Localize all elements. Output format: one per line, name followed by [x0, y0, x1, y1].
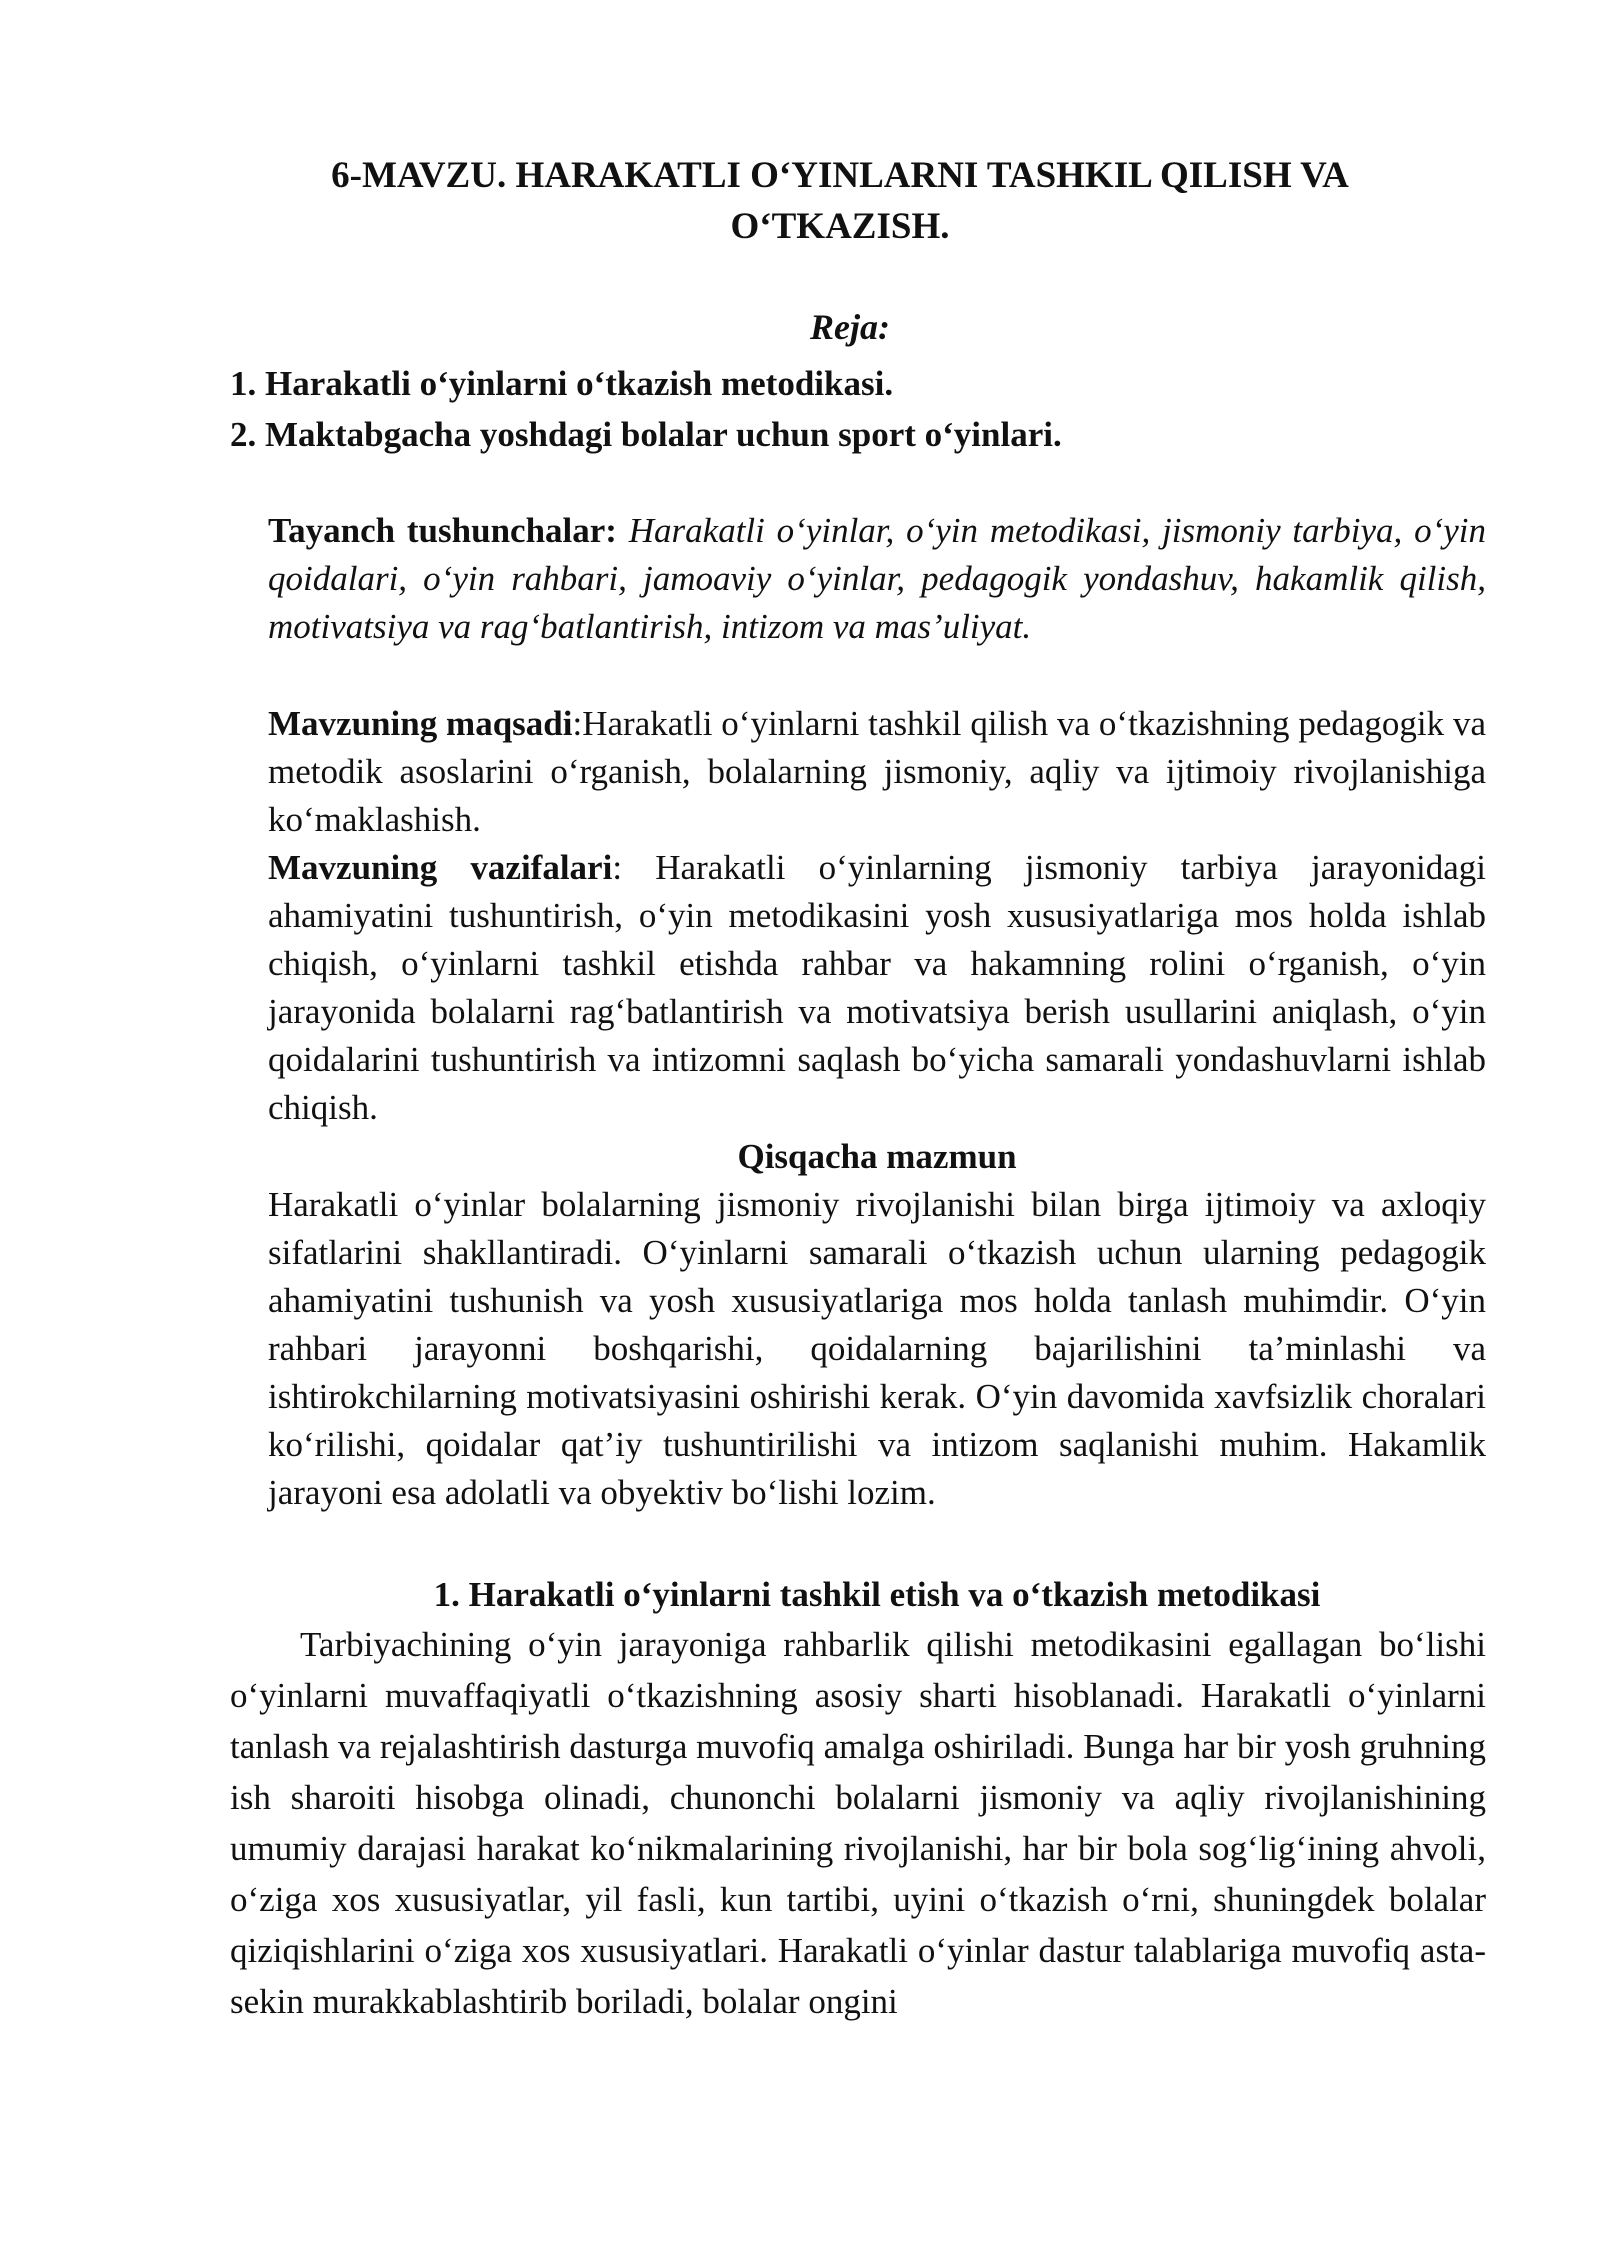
section-1-heading: 1. Harakatli o‘yinlarni tashkil etish va o‘tkazish metodikasi	[433, 1575, 1321, 1614]
page-title	[300, 150, 1380, 252]
summary-paragraph: Harakatli o‘yinlar bolalarning jismoniy rivojlanishi bilan birga ijtimoiy va axloqiy sifatlarini shakllantiradi. O‘yinlarni samarali o‘tkazish uchun ularning pedagogik ahamiyatini tushunish va yosh xususiyatlariga mos holda tanlash muhimdir. O‘yin rahbari jarayonni boshqarishi, qoidalarning bajarilishini ta’minlashi va ishtirokchilarning motivatsiyasini oshirishi kerak. O‘yin davomida xavfsizlik choralari ko‘rilishi, qoidalar qat’iy tushuntirilishi va intizom saqlanishi muhim. Hakamlik jarayoni esa adolatli va obyektiv bo‘lishi lozim.	[268, 1185, 1486, 1512]
key-concepts-text: Harakatli o‘yinlar, o‘yin metodikasi, jismoniy tarbiya, o‘yin qoidalari, o‘yin rahbari, jamoaviy o‘yinlar, pedagogik yondashuv, hakamlik qilish, motivatsiya va rag‘batlantirish, intizom va mas’uliyat.	[268, 511, 1486, 646]
summary-heading: Qisqacha mazmun	[737, 1137, 1017, 1176]
plan-item-2: 2. Maktabgacha yoshdagi bolalar uchun sport o‘yinlari.	[230, 415, 1062, 454]
key-concepts-label: Tayanch tushunchalar:	[268, 511, 617, 550]
plan-list	[230, 358, 1480, 460]
goal-text: :Harakatli o‘yinlarni tashkil qilish va o‘tkazishning pedagogik va metodik asoslarini o‘rganish, bolalarning jismoniy, aqliy va ijtimoiy rivojlanishiga ko‘maklashish.	[268, 704, 1487, 839]
plan-label: Reja:	[810, 307, 890, 347]
tasks-label: Mavzuning vazifalari	[268, 848, 613, 887]
plan-item-1: 1. Harakatli o‘yinlarni o‘tkazish metodikasi.	[230, 364, 894, 403]
tasks-text: : Harakatli o‘yinlarning jismoniy tarbiya jarayonidagi ahamiyatini tushuntirish, o‘yin metodikasini yosh xususiyatlariga mos holda ishlab chiqish, o‘yinlarni tashkil etishda rahbar va hakamning rolini o‘rganish, o‘yin jarayonida bolalarni rag‘batlantirish va motivatsiya berish usullarini aniqlash, o‘yin qoidalarini tushuntirish va intizomni saqlash bo‘yicha samarali yondashuvlarni ishlab chiqish.	[268, 848, 1486, 1127]
goal-paragraph	[268, 700, 1486, 844]
title-line-1: 6-MAVZU. HARAKATLI O‘YINLARNI TASHKIL QILISH VA	[331, 155, 1349, 196]
section-1-paragraph: Tarbiyachining o‘yin jarayoniga rahbarlik qilishi metodikasini egallagan bo‘lishi o‘yinlarni muvaffaqiyatli o‘tkazishning asosiy sharti hisoblanadi. Harakatli o‘yinlarni tanlash va rejalashtirish dasturga muvofiq amalga oshiriladi. Bunga har bir yosh gruhning ish sharoiti hisobga olinadi, chunonchi bolalarni jismoniy va aqliy rivojlanishining umumiy darajasi harakat ko‘nikmalarining rivojlanishi, har bir bola sog‘lig‘ining ahvoli, o‘ziga xos xususiyatlar, yil fasli, kun tartibi, uyini o‘tkazish o‘rni, shuningdek bolalar qiziqishlarini o‘ziga xos xususiyatlari. Harakatli o‘yinlar dastur talablariga muvofiq asta-sekin murakkablashtirib boriladi, bolalar ongini	[230, 1625, 1486, 2021]
goal-label: Mavzuning maqsadi	[268, 704, 573, 743]
title-line-2: O‘TKAZISH.	[730, 206, 950, 247]
key-concepts-paragraph	[268, 507, 1486, 651]
tasks-paragraph	[268, 844, 1486, 1132]
